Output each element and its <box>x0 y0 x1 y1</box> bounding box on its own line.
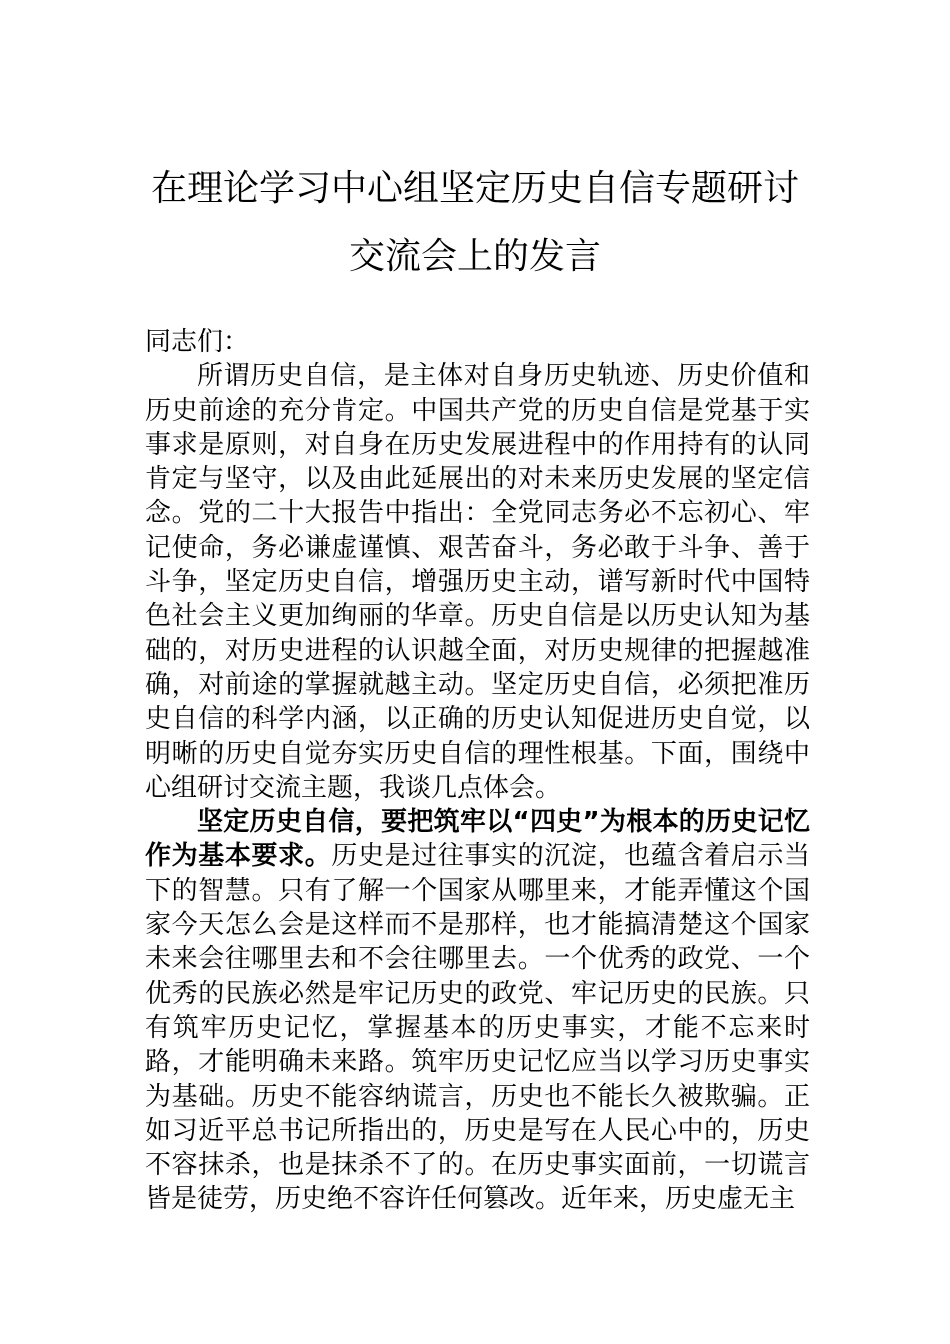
salutation: 同志们： <box>145 327 250 357</box>
document-title-line-1: 在理论学习中心组坚定历史自信专题研讨 <box>150 168 799 209</box>
paragraph-2-text: 历史是过往事实的沉淀，也蕴含着启示当下的智慧。只有了解一个国家从哪里来，才能弄懂这个国家今天怎么会是这样而不是那样，也才能搞清楚这个国家未来会往哪里去和不会往哪里去。一个优秀的政党、一个优秀的民族必然是牢记历史的政党、牢记历史的民族。只有筑牢历史记忆，掌握基本的历史事实，才能不忘来时路，才能明确未来路。筑牢历史记忆应当以学习历史事实为基础。历史不能容纳谎言，历史也不能长久被欺骗。正如习近平总书记所指出的，历史是写在人民心中的，历史不容抹杀，也是抹杀不了的。在历史事实面前，一切谎言皆是徒劳，历史绝不容许任何篡改。近年来，历史虚无主 <box>145 841 810 1215</box>
document-body <box>145 325 810 1217</box>
paragraph-2-heading: 坚定历史自信，要把筑牢以“四史”为根本的历史记忆作为基本要求。 <box>145 807 810 872</box>
paragraph-1: 所谓历史自信，是主体对自身历史轨迹、历史价值和历史前途的充分肯定。中国共产党的历史自信是党基于实事求是原则，对自身在历史发展进程中的作用持有的认同肯定与坚守，以及由此延展出的对未来历史发展的坚定信念。党的二十大报告中指出：全党同志务必不忘初心、牢记使命，务必谦虚谨慎、艰苦奋斗，务必敢于斗争、善于斗争，坚定历史自信，增强历史主动，谱写新时代中国特色社会主义更加绚丽的华章。历史自信是以历史认知为基础的，对历史进程的认识越全面，对历史规律的把握越准确，对前途的掌握就越主动。坚定历史自信，必须把准历史自信的科学内涵，以正确的历史认知促进历史自觉，以明晰的历史自觉夯实历史自信的理性根基。下面，围绕中心组研讨交流主题，我谈几点体会。 <box>145 361 810 803</box>
document-title-line-2: 交流会上的发言 <box>348 236 601 277</box>
paragraph-2 <box>145 805 810 1217</box>
